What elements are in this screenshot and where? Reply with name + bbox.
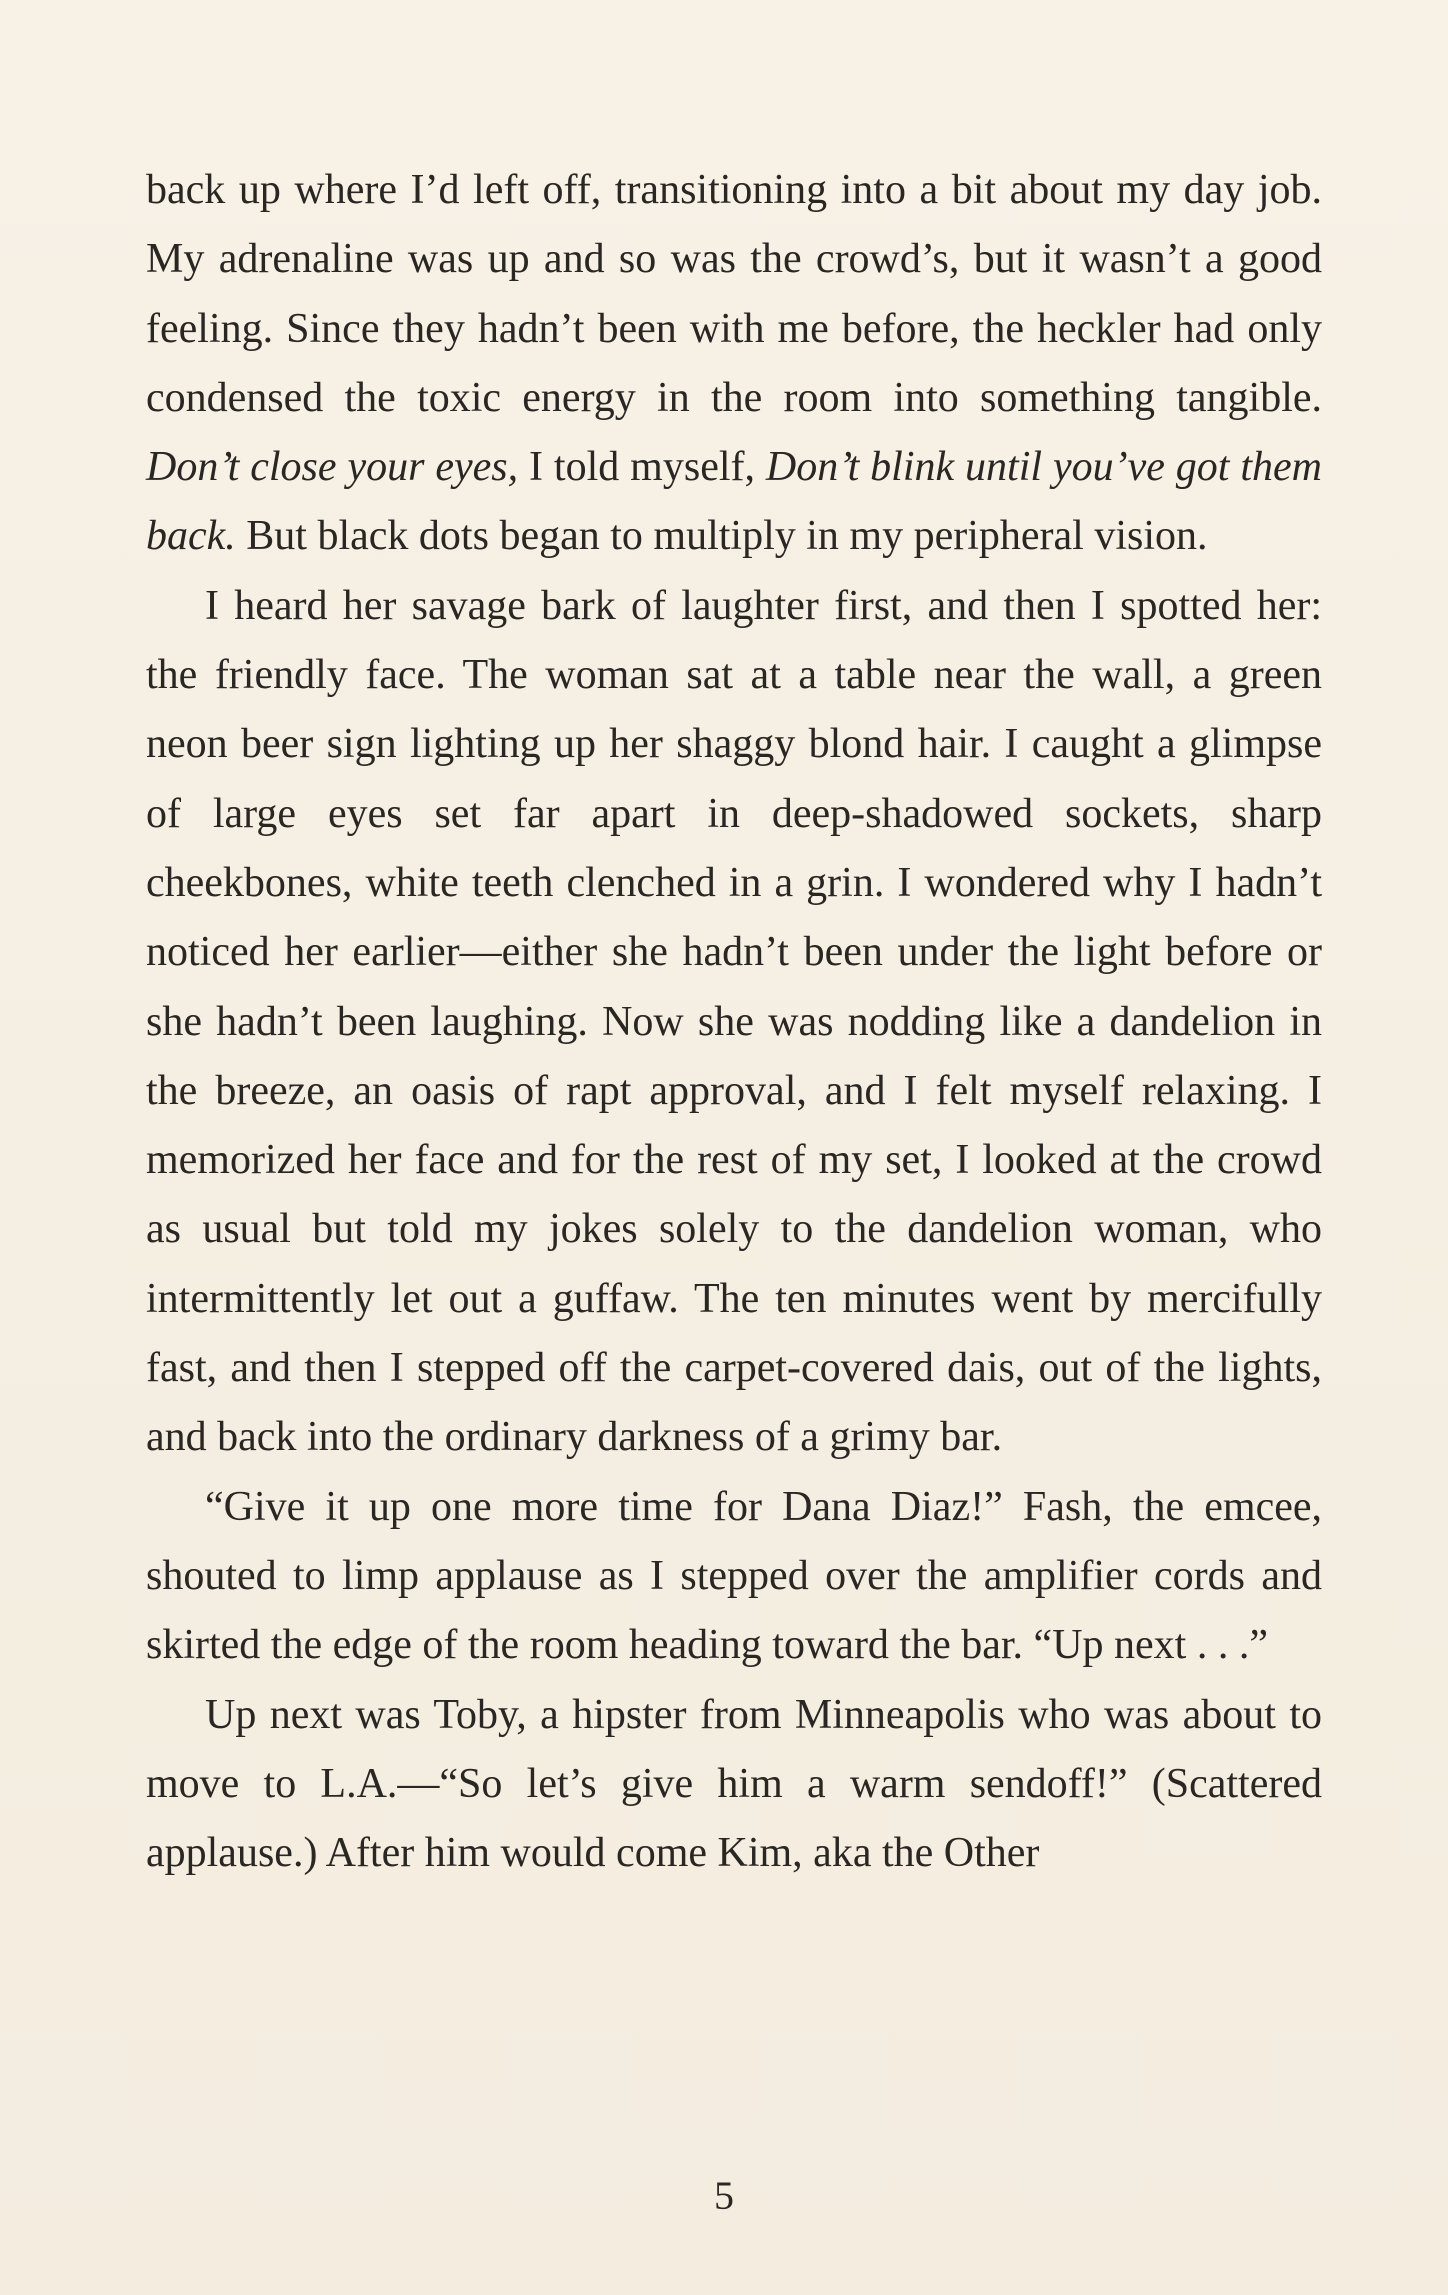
paragraph xyxy=(146,1473,1322,1681)
text-run: back up where I’d left off, transitioning into a bit about my day job. My adrenaline was up and so was the crowd’s, but it wasn’t a good feeling. Since they hadn’t been with me before, the heckler had only condensed the toxic energy in the room into something tangible. xyxy=(146,167,1322,421)
paragraph xyxy=(146,1681,1322,1889)
italic-text: Don’t blink until you’ve got them back. xyxy=(146,444,1322,560)
italic-text: Don’t close your eyes, xyxy=(146,444,519,491)
body-text xyxy=(146,156,1322,1888)
paragraph xyxy=(146,572,1322,1473)
paragraph xyxy=(146,156,1322,572)
page-number: 5 xyxy=(714,2173,734,2218)
text-run: “Give it up one more time for Dana Diaz!” Fash, the emcee, shouted to limp applause as I stepped over the amplifier cords and skirted the edge of the room heading toward the bar. “Up next . . .” xyxy=(146,1483,1322,1669)
text-run: But black dots began to multiply in my peripheral vision. xyxy=(235,513,1208,560)
text-run: Up next was Toby, a hipster from Minneapolis who was about to move to L.A.—“So let’s give him a warm sendoff!” (Scattered applause.) After him would come Kim, aka the Other xyxy=(146,1691,1322,1877)
text-run: I heard her savage bark of laughter first, and then I spotted her: the friendly face. The woman sat at a table near the wall, a green neon beer sign lighting up her shaggy blond hair. I caught a glimpse of large eyes set far apart in deep-shadowed sockets, sharp cheekbones, white teeth clenched in a grin. I wondered why I hadn’t noticed her earlier—either she hadn’t been under the light before or she hadn’t been laughing. Now she was nodding like a dandelion in the breeze, an oasis of rapt approval, and I felt myself relaxing. I memorized her face and for the rest of my set, I looked at the crowd as usual but told my jokes solely to the dandelion woman, who intermittently let out a guffaw. The ten minutes went by mercifully fast, and then I stepped off the carpet-covered dais, out of the lights, and back into the ordinary darkness of a grimy bar. xyxy=(146,582,1322,1461)
text-run: I told myself, xyxy=(518,444,766,491)
